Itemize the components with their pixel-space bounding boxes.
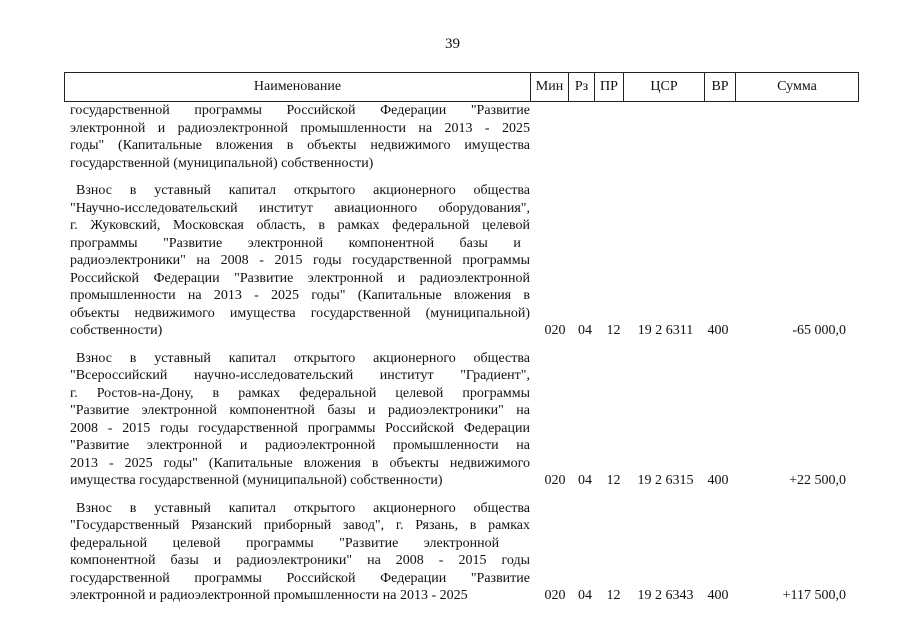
page-number: 39 (445, 36, 460, 52)
text-line: г. Жуковский, Московская область, в рамках федеральной целевой (70, 218, 530, 233)
cell-csr: 19 2 6311 (637, 323, 694, 338)
cell-rz: 04 (578, 588, 592, 603)
cell-csr: 19 2 6315 (637, 473, 694, 488)
row-description (64, 350, 530, 490)
cell-csr: 19 2 6343 (637, 588, 694, 603)
row-description (64, 102, 530, 172)
text-line: государственной программы Российской Федерации "Развитие (70, 570, 530, 586)
header-sum: Сумма (736, 73, 859, 102)
text-line: "Научно-исследовательский институт авиационного оборудования", (70, 200, 530, 216)
cell-vr: 400 (707, 473, 729, 488)
text-line: программы "Развитие электронной компонентной базы и (70, 235, 521, 251)
text-line: государственной (муниципальной) собственности) (70, 155, 374, 171)
header-pr: ПР (595, 73, 624, 102)
text-line: Взнос в уставный капитал открытого акционерного общества (76, 500, 530, 516)
cell-min: 020 (544, 473, 566, 488)
table-row (64, 500, 858, 605)
text-line: федеральной целевой программы "Развитие электронной (70, 535, 500, 551)
table-row (64, 182, 858, 340)
text-line: компонентной базы и радиоэлектроники" на 2008 - 2015 годы (70, 553, 530, 568)
text-line: годы" (Капитальные вложения в объекты недвижимого имущества (70, 138, 530, 153)
header-rz: Рз (569, 73, 595, 102)
text-line: государственной программы Российской Федерации "Развитие (70, 103, 530, 118)
text-line: объекты недвижимого имущества государственной (муниципальной) (70, 305, 530, 321)
text-line: "Государственный Рязанский приборный завод", г. Рязань, в рамках (70, 518, 530, 533)
text-line: 2008 - 2015 годы государственной программы Российской Федерации (70, 420, 530, 436)
text-line: "Развитие электронной компонентной базы и радиоэлектроники" на (70, 403, 530, 418)
cell-rz: 04 (578, 473, 592, 488)
table-row (64, 350, 858, 490)
row-description (64, 500, 530, 605)
text-line: "Развитие электронной и радиоэлектронной промышленности на (70, 438, 530, 453)
text-line: "Всероссийский научно-исследовательский институт "Градиент", (70, 368, 530, 383)
table-header (64, 72, 859, 102)
cell-vr: 400 (707, 588, 729, 603)
cell-pr: 12 (606, 473, 621, 488)
header-csr: ЦСР (624, 73, 705, 102)
text-line: радиоэлектроники" на 2008 - 2015 годы государственной программы (70, 253, 530, 268)
cell-pr: 12 (606, 588, 621, 603)
text-line: электронной и радиоэлектронной промышленности на 2013 - 2025 (70, 588, 468, 603)
text-line: имущества государственной (муниципальной) собственности) (70, 473, 443, 488)
header-min: Мин (531, 73, 569, 102)
text-line: собственности) (70, 323, 163, 338)
cell-sum: +22 500,0 (789, 473, 846, 488)
text-line: Взнос в уставный капитал открытого акционерного общества (76, 183, 530, 198)
cell-rz: 04 (578, 323, 592, 338)
text-line: г. Ростов-на-Дону, в рамках федеральной целевой программы (70, 385, 530, 401)
row-description (64, 182, 530, 340)
header-name: Наименование (65, 73, 531, 102)
header-vr: ВР (705, 73, 736, 102)
text-line: 2013 - 2025 годы" (Капитальные вложения в объекты недвижимого (70, 455, 530, 471)
cell-sum: -65 000,0 (792, 323, 846, 338)
text-line: промышленности на 2013 - 2025 годы" (Капитальные вложения в (70, 288, 530, 303)
cell-sum: +117 500,0 (782, 588, 846, 603)
cell-vr: 400 (707, 323, 729, 338)
table-body (64, 102, 858, 605)
cell-pr: 12 (606, 323, 621, 338)
table-row (64, 102, 858, 172)
text-line: Российской Федерации "Развитие электронной и радиоэлектронной (70, 270, 530, 286)
cell-min: 020 (544, 323, 566, 338)
text-line: электронной и радиоэлектронной промышленности на 2013 - 2025 (70, 120, 530, 136)
cell-min: 020 (544, 588, 566, 603)
text-line: Взнос в уставный капитал открытого акционерного общества (76, 350, 530, 366)
